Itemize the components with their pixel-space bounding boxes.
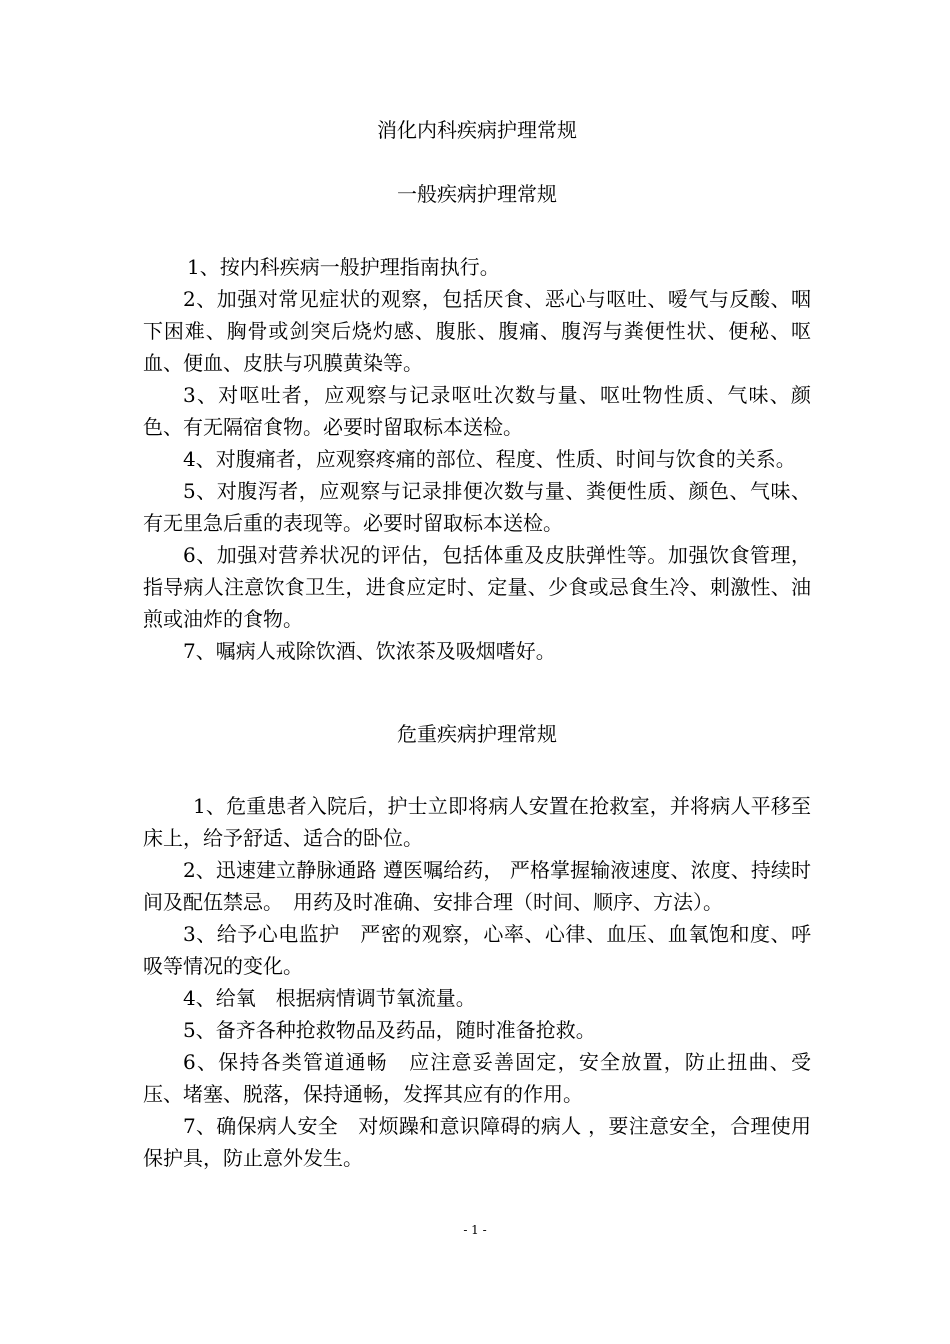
list-item: 2、加强对常见症状的观察，包括厌食、恶心与呕吐、嗳气与反酸、咽下困难、胸骨或剑突后烧灼感、腹胀、腹痛、腹泻与粪便性状、便秘、呕血、便血、皮肤与巩膜黄染等。 (143, 287, 811, 375)
list-item: 6、保持各类管道通畅 应注意妥善固定，安全放置，防止扭曲、受压、堵塞、脱落，保持通畅，发挥其应有的作用。 (143, 1050, 811, 1106)
section-heading: 危重疾病护理常规 (397, 722, 557, 746)
list-item: 7、确保病人安全 对烦躁和意识障碍的病人 ，要注意安全，合理使用保护具，防止意外发生。 (143, 1114, 811, 1170)
list-item: 3、给予心电监护 严密的观察，心率、心律、血压、血氧饱和度、呼吸等情况的变化。 (143, 922, 811, 978)
document-title: 消化内科疾病护理常规 (377, 118, 577, 142)
list-item: 1、危重患者入院后，护士立即将病人安置在抢救室，并将病人平移至床上，给予舒适、适合的卧位。 (143, 794, 811, 850)
list-item: 1、按内科疾病一般护理指南执行。 (187, 255, 500, 279)
page-number: - 1 - (463, 1223, 487, 1237)
section-heading: 一般疾病护理常规 (397, 182, 557, 206)
list-item: 7、嘱病人戒除饮酒、饮浓茶及吸烟嗜好。 (183, 639, 556, 663)
list-item: 2、迅速建立静脉通路 遵医嘱给药， 严格掌握输液速度、浓度、持续时间及配伍禁忌。 用药及时准确、安排合理（时间、顺序、方法）。 (143, 858, 811, 914)
section-items (143, 790, 811, 1174)
section-general-care (143, 181, 811, 667)
list-item: 6、加强对营养状况的评估，包括体重及皮肤弹性等。加强饮食管理，指导病人注意饮食卫生，进食应定时、定量、少食或忌食生冷、刺激性、油煎或油炸的食物。 (143, 543, 811, 631)
section-critical-care (143, 721, 811, 1174)
list-item: 5、对腹泻者，应观察与记录排便次数与量、粪便性质、颜色、气味、有无里急后重的表现等。必要时留取标本送检。 (143, 479, 811, 535)
section-items (143, 251, 811, 667)
list-item: 5、备齐各种抢救物品及药品，随时准备抢救。 (183, 1018, 596, 1042)
list-item: 4、对腹痛者，应观察疼痛的部位、程度、性质、时间与饮食的关系。 (183, 447, 796, 471)
list-item: 3、对呕吐者，应观察与记录呕吐次数与量、呕吐物性质、气味、颜色、有无隔宿食物。必要时留取标本送检。 (143, 383, 811, 439)
list-item: 4、给氧 根据病情调节氧流量。 (183, 986, 476, 1010)
